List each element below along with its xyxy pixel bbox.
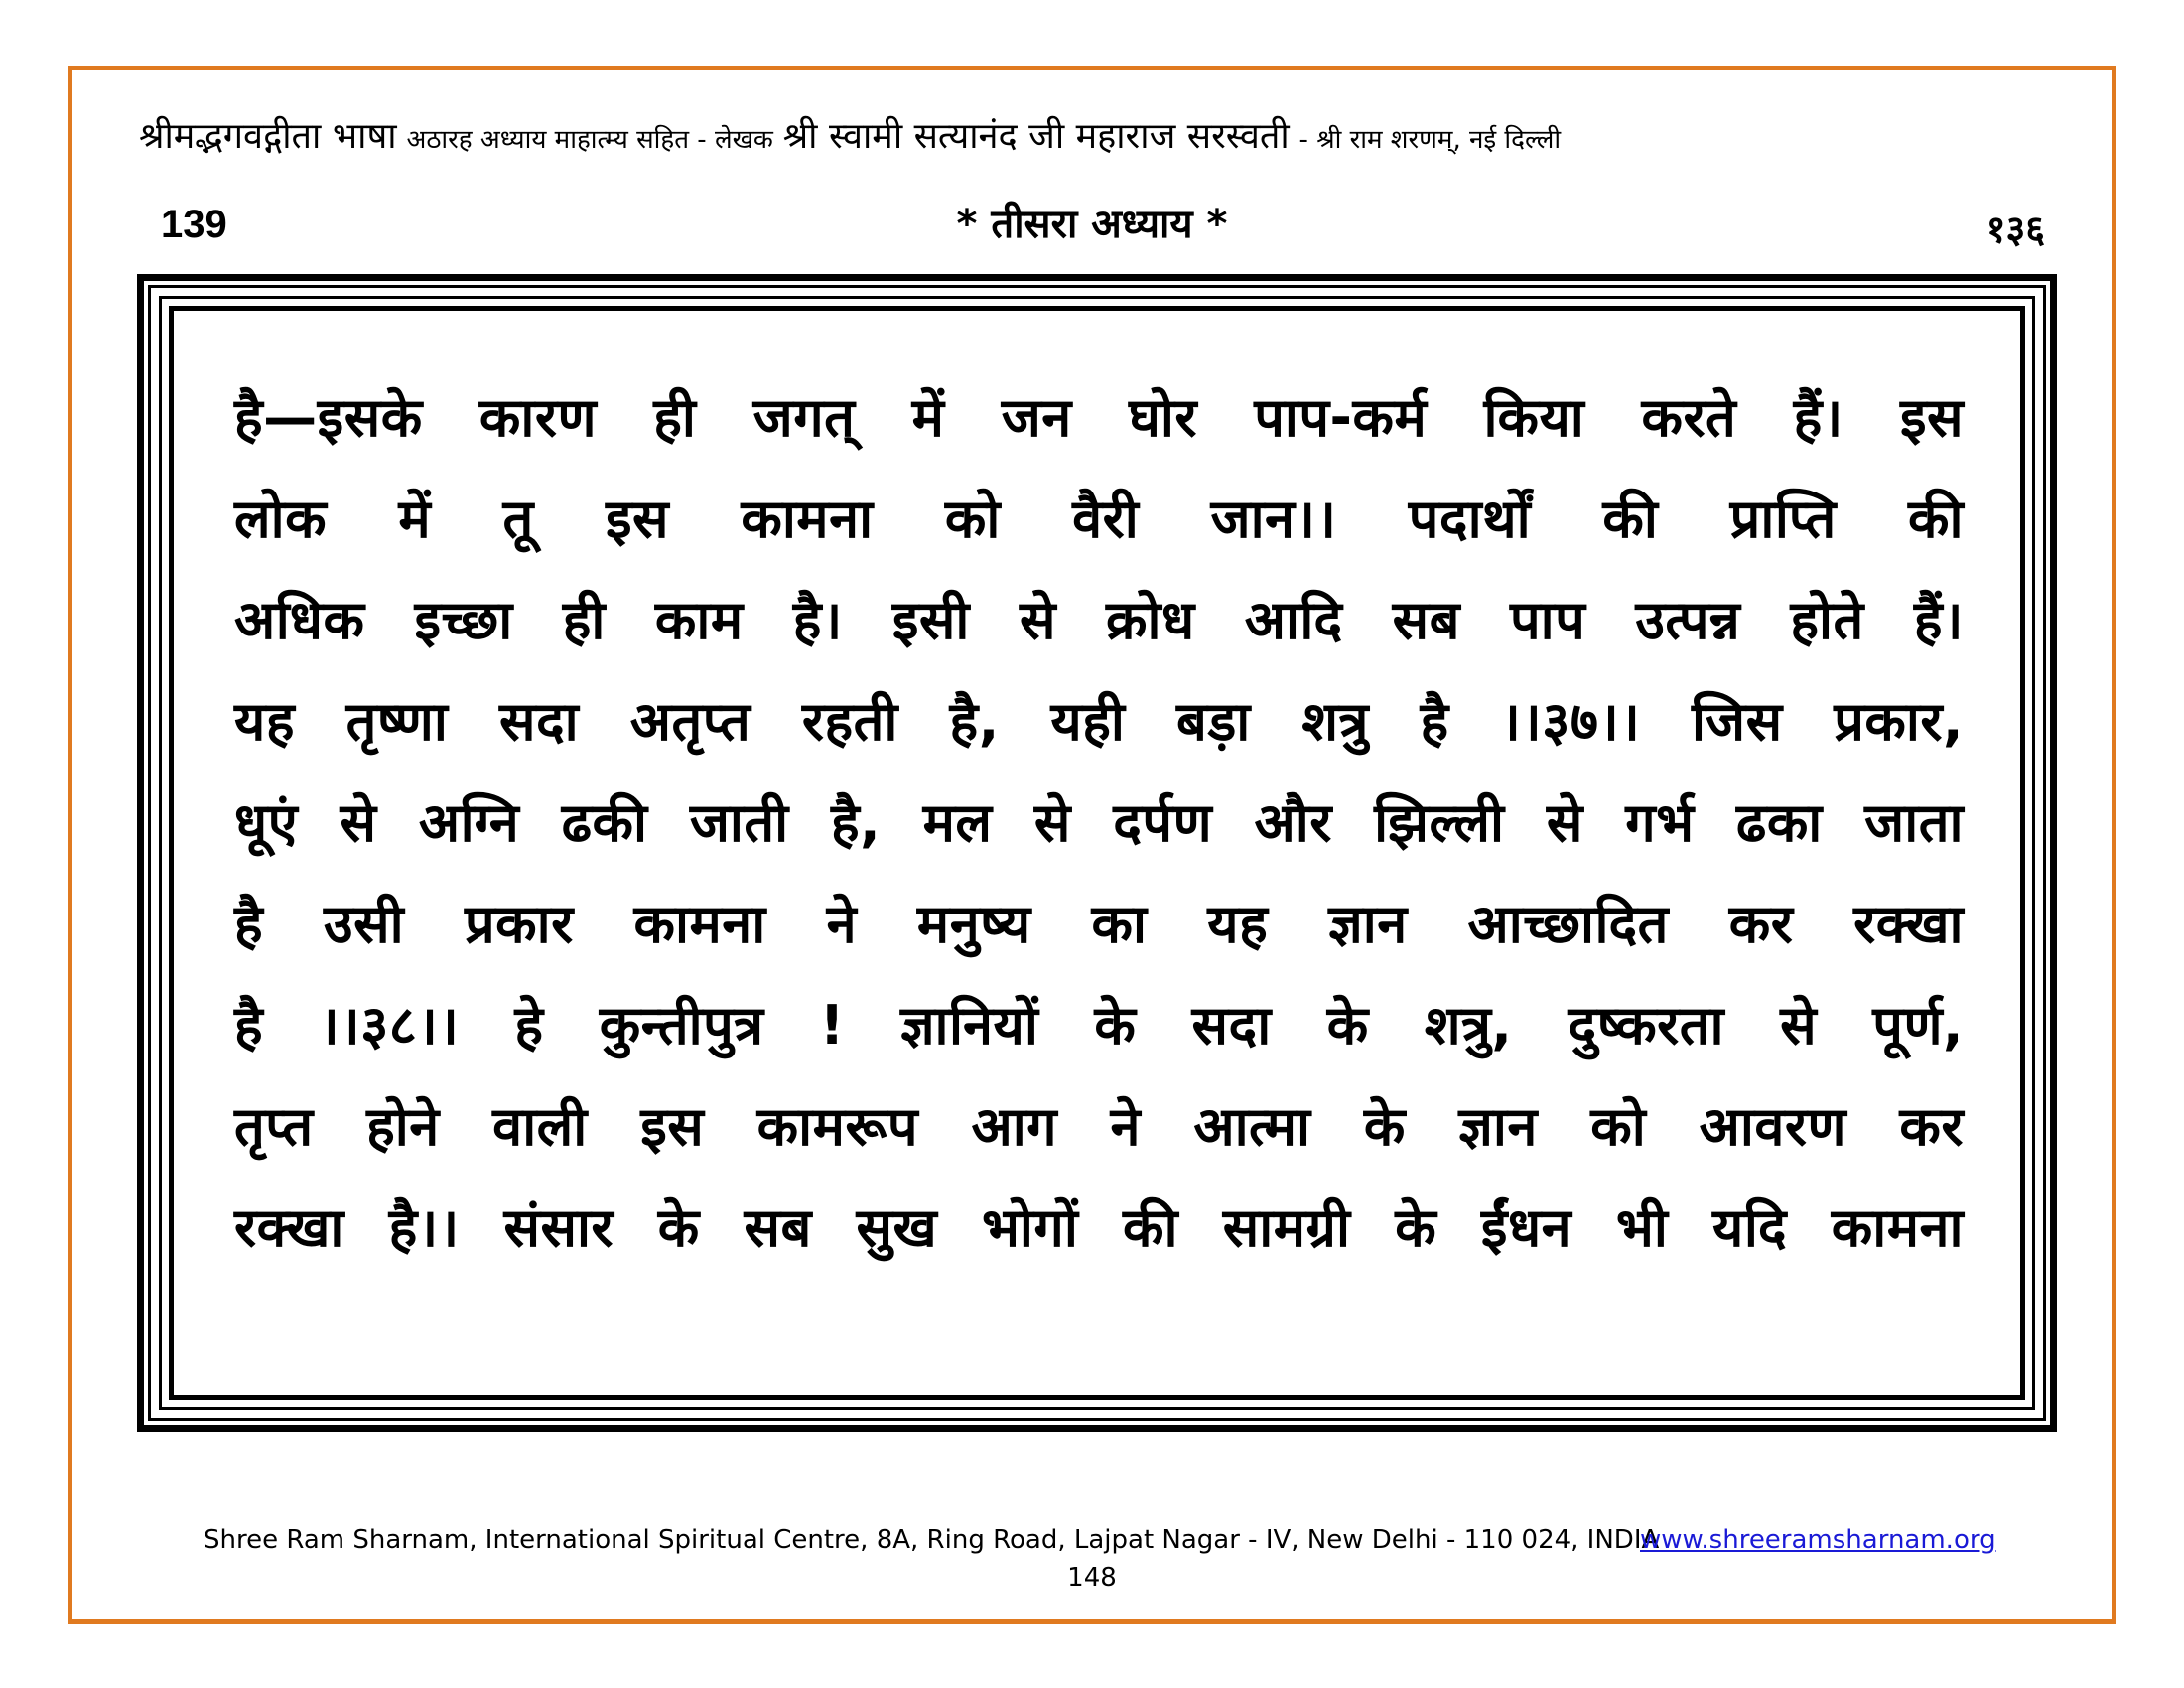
header-subtitle: अठारह अध्याय माहात्म्य सहित - लेखक (406, 125, 773, 155)
body-line: रक्खा है।। संसार के सब सुख भोगों की सामग्री के ईंधन भी यदि कामना (234, 1196, 1964, 1259)
book-title: श्रीमद्भगवद्गीता भाषा (139, 116, 397, 157)
body-line: यह तृष्णा सदा अतृप्त रहती है, यही बड़ा शत्रु है ।।३७।। जिस प्रकार, (234, 690, 1964, 753)
body-line: अधिक इच्छा ही काम है। इसी से क्रोध आदि सब पाप उत्पन्न होते हैं। (234, 589, 1964, 651)
page-number-right: १३६ (1985, 208, 2045, 251)
body-line: है—इसके कारण ही जगत् में जन घोर पाप-कर्म किया करते हैं। इस (234, 386, 1964, 449)
running-header (139, 115, 2055, 158)
footer-page-number: 148 (1067, 1563, 1117, 1593)
footer-address: Shree Ram Sharnam, International Spiritual Centre, 8A, Ring Road, Lajpat Nagar - IV, New Delhi - 110 024, INDIA (204, 1525, 1660, 1555)
body-line: है ।।३८।। हे कुन्तीपुत्र ! ज्ञानियों के सदा के शत्रु, दुष्करता से पूर्ण, (234, 994, 1964, 1056)
chapter-title: * तीसरा अध्याय * (956, 202, 1228, 247)
verse-body (234, 367, 1964, 1279)
website-link[interactable]: www.shreeramsharnam.org (1640, 1525, 1996, 1555)
header-author: श्री स्वामी सत्यानंद जी महाराज सरस्वती (782, 116, 1290, 157)
body-line: धूएं से अग्नि ढकी जाती है, मल से दर्पण और झिल्ली से गर्भ ढका जाता (234, 791, 1964, 854)
body-line: लोक में तू इस कामना को वैरी जान।। पदार्थों की प्राप्ति की (234, 488, 1964, 550)
body-line: तृप्त होने वाली इस कामरूप आग ने आत्मा के ज्ञान को आवरण कर (234, 1095, 1964, 1158)
body-line: है उसी प्रकार कामना ने मनुष्य का यह ज्ञान आच्छादित कर रक्खा (234, 893, 1964, 955)
page-number-left: 139 (161, 203, 227, 246)
header-publisher: - श्री राम शरणम्, नई दिल्ली (1298, 125, 1562, 155)
